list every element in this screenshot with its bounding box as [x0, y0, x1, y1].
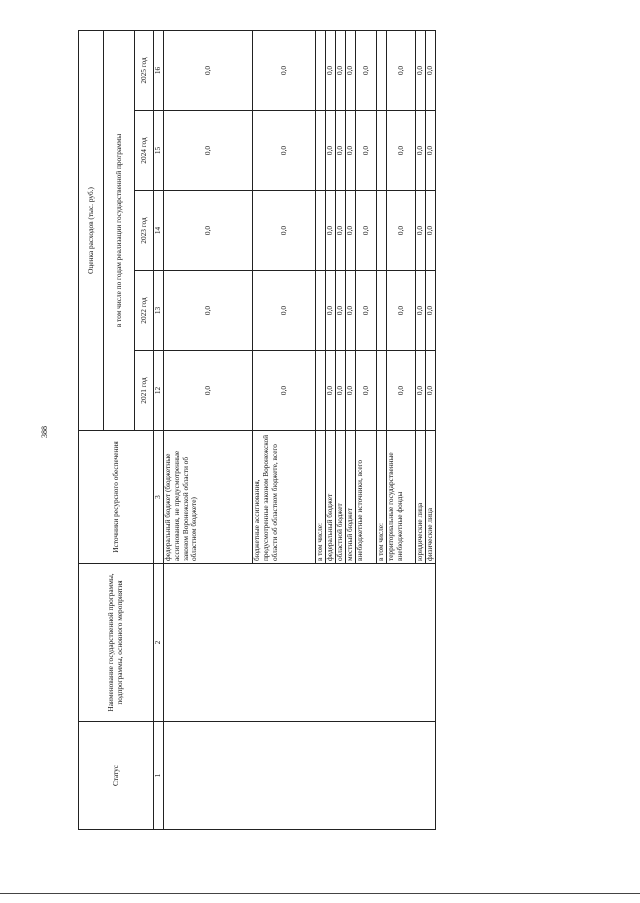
- value-cell: 0,0: [426, 30, 436, 110]
- column-number: 16: [154, 30, 164, 110]
- header-year: 2023 год: [135, 191, 154, 271]
- source-cell: областной бюджет: [336, 431, 346, 564]
- value-cell: 0,0: [356, 111, 377, 191]
- source-cell: территориальные государственные внебюджетные фонды: [387, 431, 416, 564]
- value-cell: 0,0: [416, 111, 426, 191]
- value-cell: 0,0: [326, 191, 336, 271]
- value-cell: [316, 111, 326, 191]
- column-number: 13: [154, 271, 164, 351]
- value-cell: 0,0: [164, 30, 253, 110]
- column-number: 1: [154, 722, 164, 830]
- value-cell: [377, 30, 387, 110]
- value-cell: 0,0: [387, 191, 416, 271]
- value-cell: 0,0: [164, 351, 253, 431]
- column-number: 14: [154, 191, 164, 271]
- column-number: 12: [154, 351, 164, 431]
- value-cell: 0,0: [253, 271, 316, 351]
- value-cell: 0,0: [416, 191, 426, 271]
- value-cell: 0,0: [426, 351, 436, 431]
- name-cell: [164, 564, 436, 722]
- value-cell: 0,0: [356, 191, 377, 271]
- value-cell: 0,0: [336, 111, 346, 191]
- value-cell: 0,0: [416, 351, 426, 431]
- header-estimate: Оценка расходов (тыс. руб.): [79, 30, 104, 430]
- value-cell: 0,0: [326, 271, 336, 351]
- value-cell: 0,0: [336, 30, 346, 110]
- column-number: 15: [154, 111, 164, 191]
- value-cell: 0,0: [346, 191, 356, 271]
- value-cell: 0,0: [164, 271, 253, 351]
- value-cell: 0,0: [387, 30, 416, 110]
- value-cell: 0,0: [326, 111, 336, 191]
- header-source: Источники ресурсного обеспечения: [79, 431, 154, 564]
- value-cell: 0,0: [326, 30, 336, 110]
- source-cell: физические лица: [426, 431, 436, 564]
- value-cell: 0,0: [426, 111, 436, 191]
- value-cell: 0,0: [336, 191, 346, 271]
- value-cell: 0,0: [346, 30, 356, 110]
- source-cell: внебюджетные источники, всего: [356, 431, 377, 564]
- value-cell: [316, 271, 326, 351]
- value-cell: 0,0: [253, 30, 316, 110]
- value-cell: [377, 271, 387, 351]
- value-cell: 0,0: [164, 111, 253, 191]
- value-cell: 0,0: [356, 271, 377, 351]
- value-cell: 0,0: [336, 351, 346, 431]
- value-cell: 0,0: [346, 271, 356, 351]
- source-cell: местный бюджет: [346, 431, 356, 564]
- value-cell: 0,0: [387, 111, 416, 191]
- value-cell: 0,0: [387, 271, 416, 351]
- value-cell: 0,0: [253, 111, 316, 191]
- source-cell: бюджетные ассигнования, предусмотренные законом Воронежской области об областном бюджете, всего: [253, 431, 316, 564]
- value-cell: 0,0: [416, 30, 426, 110]
- header-year: 2024 год: [135, 111, 154, 191]
- header-name: Наименование государственной программы, подпрограммы, основного мероприятия: [79, 564, 154, 722]
- header-year: 2021 год: [135, 351, 154, 431]
- rotated-table-container: [78, 30, 470, 830]
- value-cell: [316, 30, 326, 110]
- value-cell: 0,0: [356, 351, 377, 431]
- table-row: [164, 30, 253, 829]
- value-cell: 0,0: [426, 271, 436, 351]
- source-cell: федеральный бюджет: [326, 431, 336, 564]
- header-status: Статус: [79, 722, 154, 830]
- value-cell: 0,0: [253, 191, 316, 271]
- source-cell: в том числе:: [316, 431, 326, 564]
- value-cell: [316, 351, 326, 431]
- value-cell: 0,0: [356, 30, 377, 110]
- source-cell: юридические лица: [416, 431, 426, 564]
- column-number: 2: [154, 564, 164, 722]
- value-cell: 0,0: [387, 351, 416, 431]
- header-year: 2025 год: [135, 30, 154, 110]
- page-number: 388: [40, 426, 49, 438]
- value-cell: 0,0: [416, 271, 426, 351]
- header-year: 2022 год: [135, 271, 154, 351]
- header-by-years: в том числе по годам реализации государственной программы: [104, 30, 135, 430]
- value-cell: 0,0: [164, 191, 253, 271]
- page-bottom-rule: [0, 893, 640, 894]
- value-cell: [377, 351, 387, 431]
- value-cell: 0,0: [326, 351, 336, 431]
- value-cell: [316, 191, 326, 271]
- status-cell: [164, 722, 436, 830]
- value-cell: 0,0: [336, 271, 346, 351]
- column-number: 3: [154, 431, 164, 564]
- value-cell: 0,0: [346, 111, 356, 191]
- value-cell: 0,0: [346, 351, 356, 431]
- value-cell: [377, 111, 387, 191]
- value-cell: 0,0: [253, 351, 316, 431]
- resource-table: [78, 30, 436, 830]
- source-cell: федеральный бюджет (бюджетные ассигнования, не предусмотренные законом Воронежской области об областном бюджете): [164, 431, 253, 564]
- source-cell: в том числе:: [377, 431, 387, 564]
- value-cell: 0,0: [426, 191, 436, 271]
- value-cell: [377, 191, 387, 271]
